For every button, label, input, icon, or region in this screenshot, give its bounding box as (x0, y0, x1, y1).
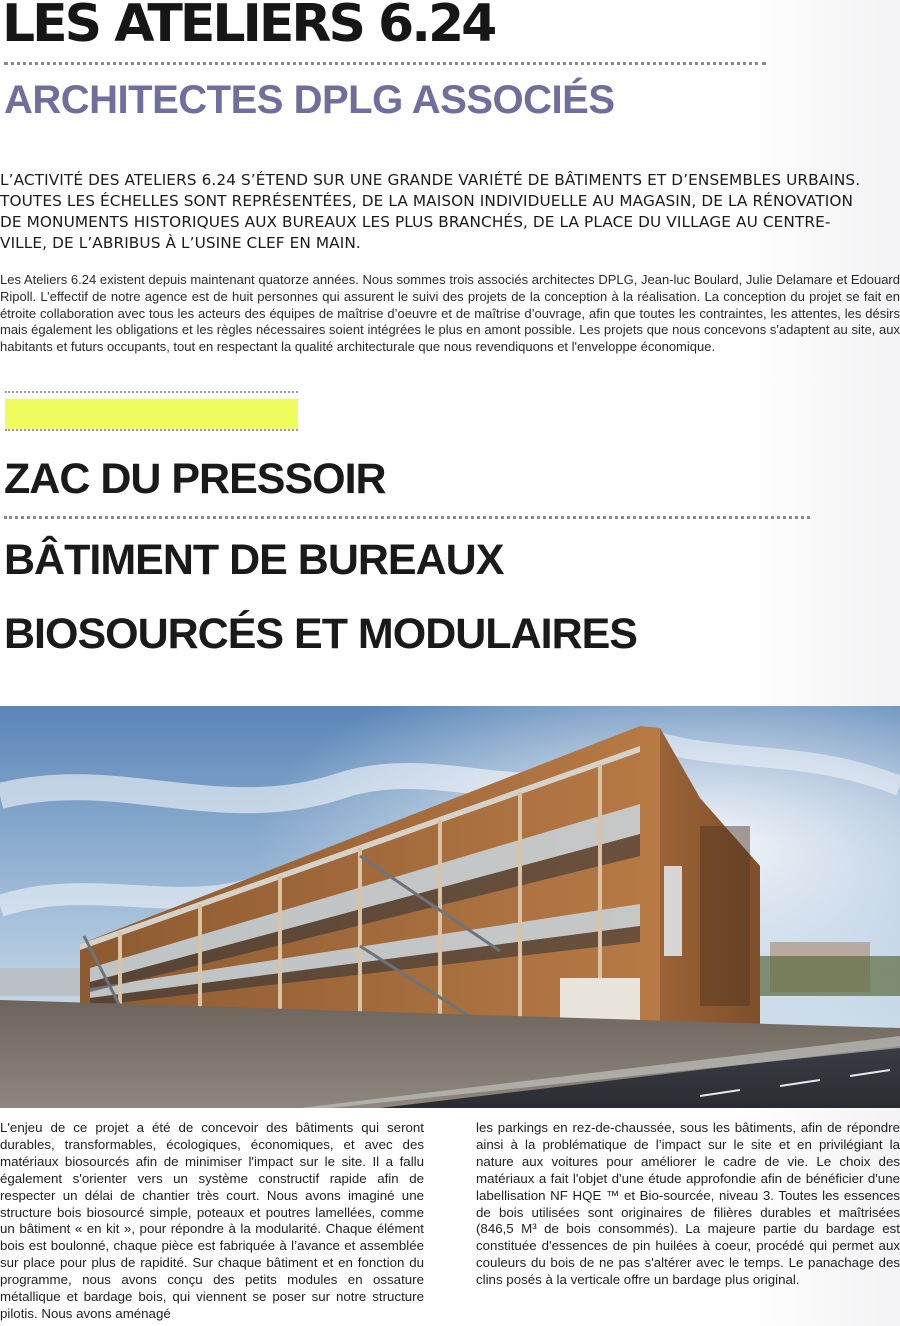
project-subtitle-line-2: BIOSOURCÉS ET MODULAIRES (4, 610, 637, 658)
intro-body: Les Ateliers 6.24 existent depuis maintenant quatorze années. Nous sommes trois associés architectes DPLG, Jean-luc Boulard, Julie Delamare et Edouard Ripoll. L’effectif de notre agence est de huit personnes qui assurent le suivi des projets de la conception à la réalisation. La conception du projet se fait en étroite collaboration avec tous les acteurs des équipes de maîtrise d’oeuvre et de maîtrise d’ouvrage, afin que toutes les contraintes, les attentes, les désirs mais également les obligations et les règles nécessaires soient intégrées le plus en amont possible. Les projets que nous concevons s'adaptent au site, aux habitants et futurs occupants, tout en respectant la qualité architecturale que nous revendiquons et l'enveloppe économique. (0, 272, 900, 355)
highlight-bar (5, 399, 298, 429)
divider (4, 516, 810, 519)
project-title: ZAC DU PRESSOIR (4, 455, 386, 503)
intro-lead: L’ACTIVITÉ DES ATELIERS 6.24 S’ÉTEND SUR UNE GRANDE VARIÉTÉ DE BÂTIMENTS ET D’ENSEMBLES URBAINS. TOUTES LES ÉCHELLES SONT REPRÉSENTÉES, DE LA MAISON INDIVIDUELLE AU MAGASIN, DE LA RÉNOVATION DE MONUMENTS HISTORIQUES AUX BUREAUX LES PLUS BRANCHÉS, DE LA PLACE DU VILLAGE AU CENTRE-VILLE, DE L’ABRIBUS À L’USINE CLEF EN MAIN. (0, 171, 861, 252)
firm-subtitle: ARCHITECTES DPLG ASSOCIÉS (4, 78, 615, 122)
divider (4, 62, 766, 65)
building-photo (0, 706, 900, 1108)
divider (5, 429, 298, 431)
firm-name: LES ATELIERS 6.24 (2, 0, 495, 54)
project-text-left: L'enjeu de ce projet a été de concevoir des bâtiments qui seront durables, transformables, écologiques, économiques, et avec des matériaux biosourcés afin de minimiser l'impact sur le site. Il a fallu également s'orienter vers un système constructif rapide afin de respecter un délai de chantier très court. Nous avons imaginé une structure bois biosourcé simple, poteaux et poutres lamellées, comme un bâtiment « en kit », pour répondre à la modularité. Chaque élément bois est boulonné, chaque pièce est fabriquée à l’avance et assemblée sur place pour plus de rapidité. Sur chaque bâtiment et en fonction du programme, nous avons conçu des petits modules en ossature métallique et bardage bois, qui viennent se poser sur notre structure pilotis. Nous avons aménagé (0, 1120, 424, 1321)
project-subtitle-line-1: BÂTIMENT DE BUREAUX (4, 536, 504, 584)
project-text-right: les parkings en rez-de-chaussée, sous les bâtiments, afin de répondre ainsi à la problématique de l’impact sur le site et en privilégiant la nature aux voitures pour améliorer le cadre de vie. Le choix des matériaux a fait l'objet d'une étude approfondie afin de bénéficier d'une labellisation NF HQE ™ et Bio-sourcée, niveau 3. Toutes les essences de bois utilisées sont originaires de filières durables et maîtrisées (846,5 M³ de bois consommés). La majeure partie du bardage est constituée d'essences de pin huilées à coeur, procédé qui permet aux couleurs du bois de ne pas s'altérer avec le temps. Le panachage des clins posés à la verticale offre un bardage plus original. (476, 1120, 900, 1288)
divider (5, 391, 298, 393)
